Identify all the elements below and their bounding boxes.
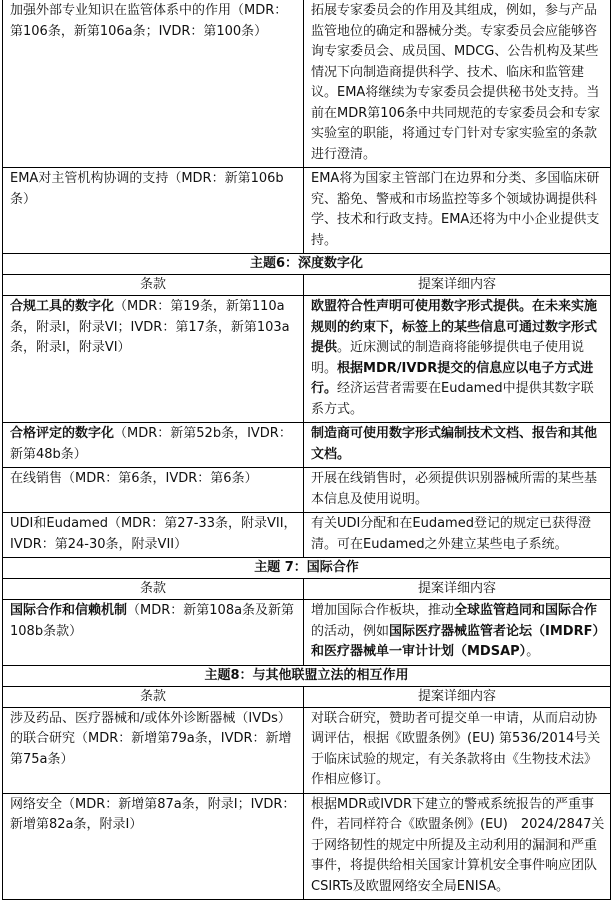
clause-cell: [3, 793, 304, 900]
text-run: 。: [526, 644, 540, 659]
proposal-detail-cell: [304, 423, 611, 468]
regulation-table-page: [2, 0, 610, 900]
clause-cell: [3, 468, 304, 513]
text-run: （MDR：新第52b条，IVDR：新第48b条）: [10, 426, 292, 462]
proposal-table: [2, 0, 611, 900]
column-header-clause: 条款: [3, 579, 304, 600]
theme-heading: 主题 7：国际合作: [3, 558, 611, 579]
bold-text-run: 根据MDR/IVDR提交的信息应以电子方式进行。: [311, 360, 594, 396]
bold-text-run: 合格评定的数字化: [10, 426, 115, 441]
column-header-proposal: 提案详细内容: [304, 275, 611, 296]
clause-cell: [3, 168, 304, 254]
bold-text-run: 欧盟符合性声明可使用数字形式提供。在未来实施规则的约束下，标签上的某些信息可通过数字形式提供: [311, 299, 598, 355]
text-run: 增加国际合作板块，推动: [311, 603, 455, 618]
clause-cell: [3, 707, 304, 793]
theme-heading-row: [3, 558, 611, 579]
column-header-proposal: 提案详细内容: [304, 579, 611, 600]
clause-cell: [3, 0, 304, 168]
clause-cell: [3, 600, 304, 666]
column-header-row: [3, 579, 611, 600]
theme-heading: 主题6：深度数字化: [3, 254, 611, 275]
bold-text-run: 国际合作和信赖机制: [10, 603, 128, 618]
text-run: 。近床测试的制造商将能够提供电子使用说明。: [311, 340, 585, 376]
proposal-detail-cell: [304, 513, 611, 558]
theme-heading-row: [3, 665, 611, 686]
text-run: 根据MDR或IVDR下建立的警戒系统报告的严重事件，若同样符合《欧盟条例》(EU) 2024/2847关于网络韧性的规定中所提及主动利用的漏洞和严重事件，将提供给相关国家计算机安全事件响应团队CSIRTs及欧盟网络安全局ENISA。: [311, 796, 605, 894]
text-run: 的活动，例如: [311, 623, 390, 639]
text-run: 有关UDI分配和在Eudamed登记的规定已获得澄清。可在Eudamed之外建立某些电子系统。: [311, 516, 591, 552]
text-run: （MDR：新第108a条及新第108b条款）: [10, 603, 295, 639]
text-run: 经济运营者需要在Eudamed中提供其数字联系方式。: [311, 381, 594, 417]
proposal-detail-cell: [304, 707, 611, 793]
table-row: [3, 793, 611, 900]
proposal-detail-cell: [304, 0, 611, 168]
text-run: （MDR：第19条，新第110a条，附录I，附录VI；IVDR：第17条，新第103a条，附录I，附录VI）: [10, 299, 290, 355]
proposal-detail-cell: [304, 296, 611, 423]
text-run: 涉及药品、医疗器械和/或体外诊断器械（IVDs）的联合研究（MDR：新增第79a条，IVDR：新增第75a条）: [10, 710, 292, 767]
text-run: EMA对主管机构协调的支持（MDR：新第106b条）: [10, 171, 284, 207]
proposal-detail-cell: [304, 168, 611, 254]
proposal-detail-cell: [304, 793, 611, 900]
bold-text-run: 国际医疗器械监管者论坛（IMDRF）和医疗器械单一审计计划（MDSAP）: [311, 623, 599, 659]
table-row: [3, 468, 611, 513]
theme-heading: 主题8：与其他联盟立法的相互作用: [3, 665, 611, 686]
column-header-clause: 条款: [3, 275, 304, 296]
table-row: [3, 423, 611, 468]
column-header-row: [3, 275, 611, 296]
theme-heading-row: [3, 254, 611, 275]
text-run: 网络安全（MDR：新增第87a条，附录I；IVDR：新增第82a条，附录I）: [10, 796, 296, 832]
bold-text-run: 全球监管趋同和国际合作: [454, 603, 598, 618]
proposal-detail-cell: [304, 468, 611, 513]
text-run: UDI和Eudamed（MDR：第27-33条，附录VII，IVDR：第24-30条，附录VII）: [10, 516, 297, 552]
table-row: [3, 0, 611, 168]
clause-cell: [3, 296, 304, 423]
proposal-table-body: [3, 0, 611, 900]
column-header-clause: 条款: [3, 686, 304, 707]
clause-cell: [3, 423, 304, 468]
column-header-proposal: 提案详细内容: [304, 686, 611, 707]
column-header-row: [3, 686, 611, 707]
clause-cell: [3, 513, 304, 558]
text-run: 开展在线销售时，必须提供识别器械所需的某些基本信息及使用说明。: [311, 471, 598, 507]
bold-text-run: 制造商可使用数字形式编制技术文档、报告和其他文档。: [311, 426, 598, 462]
table-row: [3, 513, 611, 558]
text-run: EMA将为国家主管部门在边界和分类、多国临床研究、豁免、警戒和市场监控等多个领域协调提供科学、技术和行政支持。EMA还将为中小企业提供支持。: [311, 171, 600, 248]
table-row: [3, 168, 611, 254]
bold-text-run: 合规工具的数字化: [10, 299, 115, 314]
text-run: 加强外部专业知识在监管体系中的作用（MDR：第106条，新第106a条；IVDR：第100条）: [10, 3, 288, 39]
table-row: [3, 707, 611, 793]
proposal-detail-cell: [304, 600, 611, 666]
table-row: [3, 600, 611, 666]
text-run: 对联合研究，赞助者可提交单一申请，从而启动协调评估，根据《欧盟条例》(EU) 第536/2014号关于临床试验的规定，有关条款将由《生物技术法》作相应修订。: [311, 710, 601, 787]
table-row: [3, 296, 611, 423]
text-run: 在线销售（MDR：第6条，IVDR：第6条）: [10, 471, 258, 486]
text-run: 拓展专家委员会的作用及其组成，例如，参与产品监管地位的确定和器械分类。专家委员会应能够咨询专家委员会、成员国、MDCG、公告机构及某些情况下向制造商提供科学、技术、临床和监管建议。EMA将继续为专家委员会提供秘书处支持。当前在MDR第106条中共同规范的专家委员会和专家实验室的职能，将通过专门针对专家实验室的条款进行澄清。: [311, 3, 601, 162]
